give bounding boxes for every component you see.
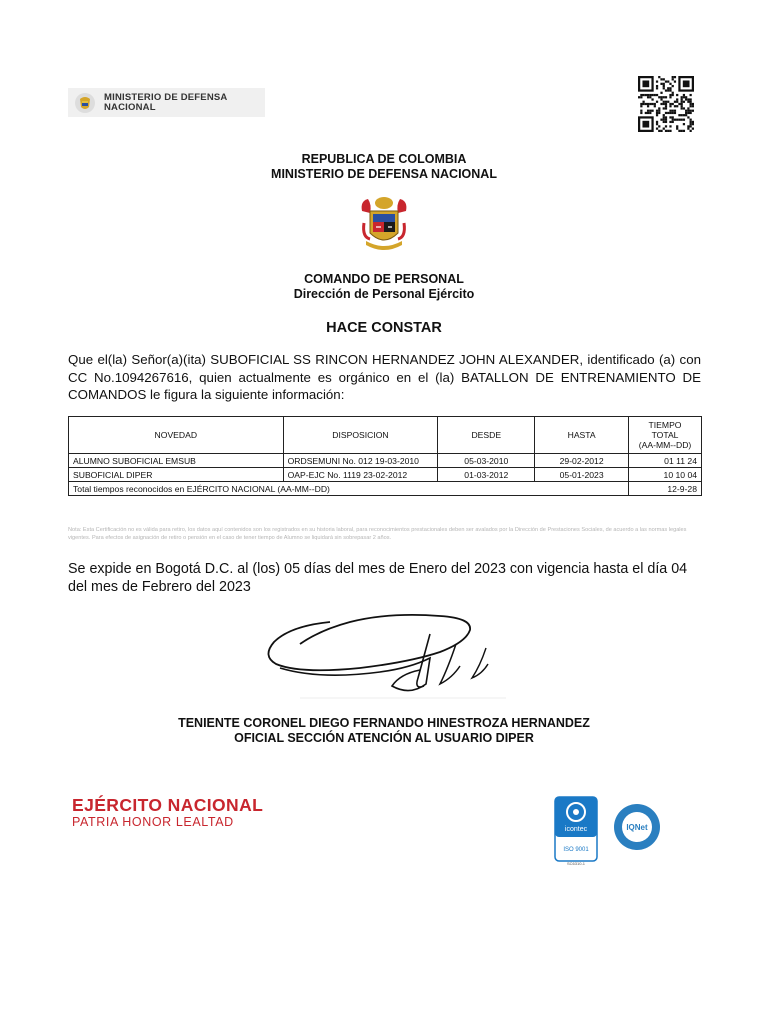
icontec-certification-icon (554, 796, 598, 862)
hace-constar-heading: HACE CONSTAR (326, 320, 442, 336)
expedicion-text: Se expide en Bogotá D.C. al (los) 05 días del mes de Enero del 2023 con vigencia hasta el día 04 del mes de Febrero del 2023 (68, 561, 688, 595)
cell-novedad: SUBOFICIAL DIPER (69, 468, 284, 482)
iqnet-certification-icon (612, 802, 662, 852)
header-disposicion: DISPOSICION (283, 417, 438, 454)
iso-label: ISO 9001 (563, 847, 589, 853)
qr-code-icon (638, 76, 694, 132)
ejercito-lema: PATRIA HONOR LEALTAD (72, 815, 234, 829)
cell-novedad: ALUMNO SUBOFICIAL EMSUB (69, 454, 284, 468)
republica-title: REPUBLICA DE COLOMBIA (301, 152, 467, 166)
table-row (69, 468, 702, 482)
header-tiempo-line-2: TOTAL (651, 430, 679, 440)
header-hasta: HASTA (535, 417, 629, 454)
ministerio-line-1: MINISTERIO DE DEFENSA (104, 91, 228, 103)
cell-hasta: 05-01-2023 (535, 468, 629, 482)
total-label: Total tiempos reconocidos en EJÉRCITO NACIONAL (AA-MM--DD) (69, 482, 629, 496)
table-total-row (69, 482, 702, 496)
table-header-row (69, 417, 702, 454)
novedades-table (68, 416, 702, 496)
ejercito-logo (72, 796, 263, 830)
ministerio-logo (68, 88, 265, 117)
cell-disposicion: OAP-EJC No. 1119 23-02-2012 (283, 468, 438, 482)
military-crest-icon (358, 193, 410, 255)
cell-tiempo: 10 10 04 (629, 468, 702, 482)
header-novedad: NOVEDAD (69, 417, 284, 454)
firmante-nombre: TENIENTE CORONEL DIEGO FERNANDO HINESTROZA HERNANDEZ (178, 716, 590, 730)
direccion-title: Dirección de Personal Ejército (293, 287, 475, 301)
iqnet-label: IQNet (626, 823, 648, 832)
firmante-cargo: OFICIAL SECCIÓN ATENCIÓN AL USUARIO DIPER (234, 731, 534, 745)
cell-desde: 05-03-2010 (438, 454, 535, 468)
ministerio-title: MINISTERIO DE DEFENSA NACIONAL (271, 167, 497, 181)
firmante-block (0, 716, 768, 746)
title-block (0, 152, 768, 182)
header-desde: DESDE (438, 417, 535, 454)
cell-tiempo: 01 11 24 (629, 454, 702, 468)
table-row (69, 454, 702, 468)
nota-text: Nota: Esta Certificación no es válida para retiro, los datos aquí contenidos son los registrados en su historia laboral, para reconocimientos prestacionales deben ser avalados por la Dirección de Prestaciones Sociales, de acuerdo a las normas legales vigentes. Para efectos de asignación de retiro o pensión en el caso de tener tiempo de Alumno se liquidará sin sobrepasar 2 años. (68, 527, 687, 541)
comando-block (0, 272, 768, 302)
icontec-code: SC6310-1 (566, 861, 585, 866)
signature-image (260, 608, 510, 700)
ministerio-line-2: NACIONAL (104, 101, 156, 113)
cell-hasta: 29-02-2012 (535, 454, 629, 468)
comando-title: COMANDO DE PERSONAL (304, 272, 464, 286)
total-value: 12-9-28 (629, 482, 702, 496)
header-tiempo-line-1: TIEMPO (648, 420, 682, 430)
header-tiempo-line-3: (AA-MM--DD) (638, 440, 692, 450)
cell-desde: 01-03-2012 (438, 468, 535, 482)
icontec-label: icontec (564, 826, 588, 833)
header-tiempo (629, 417, 702, 454)
certification-paragraph: Que el(la) Señor(a)(ita) SUBOFICIAL SS RINCON HERNANDEZ JOHN ALEXANDER, identificado (a) con CC No.1094267616, quien actualmente es orgánico en el (la) BATALLON DE ENTRENAMIENTO DE COMANDOS le figura la siguiente información: (68, 352, 701, 402)
coat-of-arms-icon (74, 92, 96, 114)
ejercito-title: EJÉRCITO NACIONAL (72, 795, 264, 815)
cell-disposicion: ORDSEMUNI No. 012 19-03-2010 (283, 454, 438, 468)
